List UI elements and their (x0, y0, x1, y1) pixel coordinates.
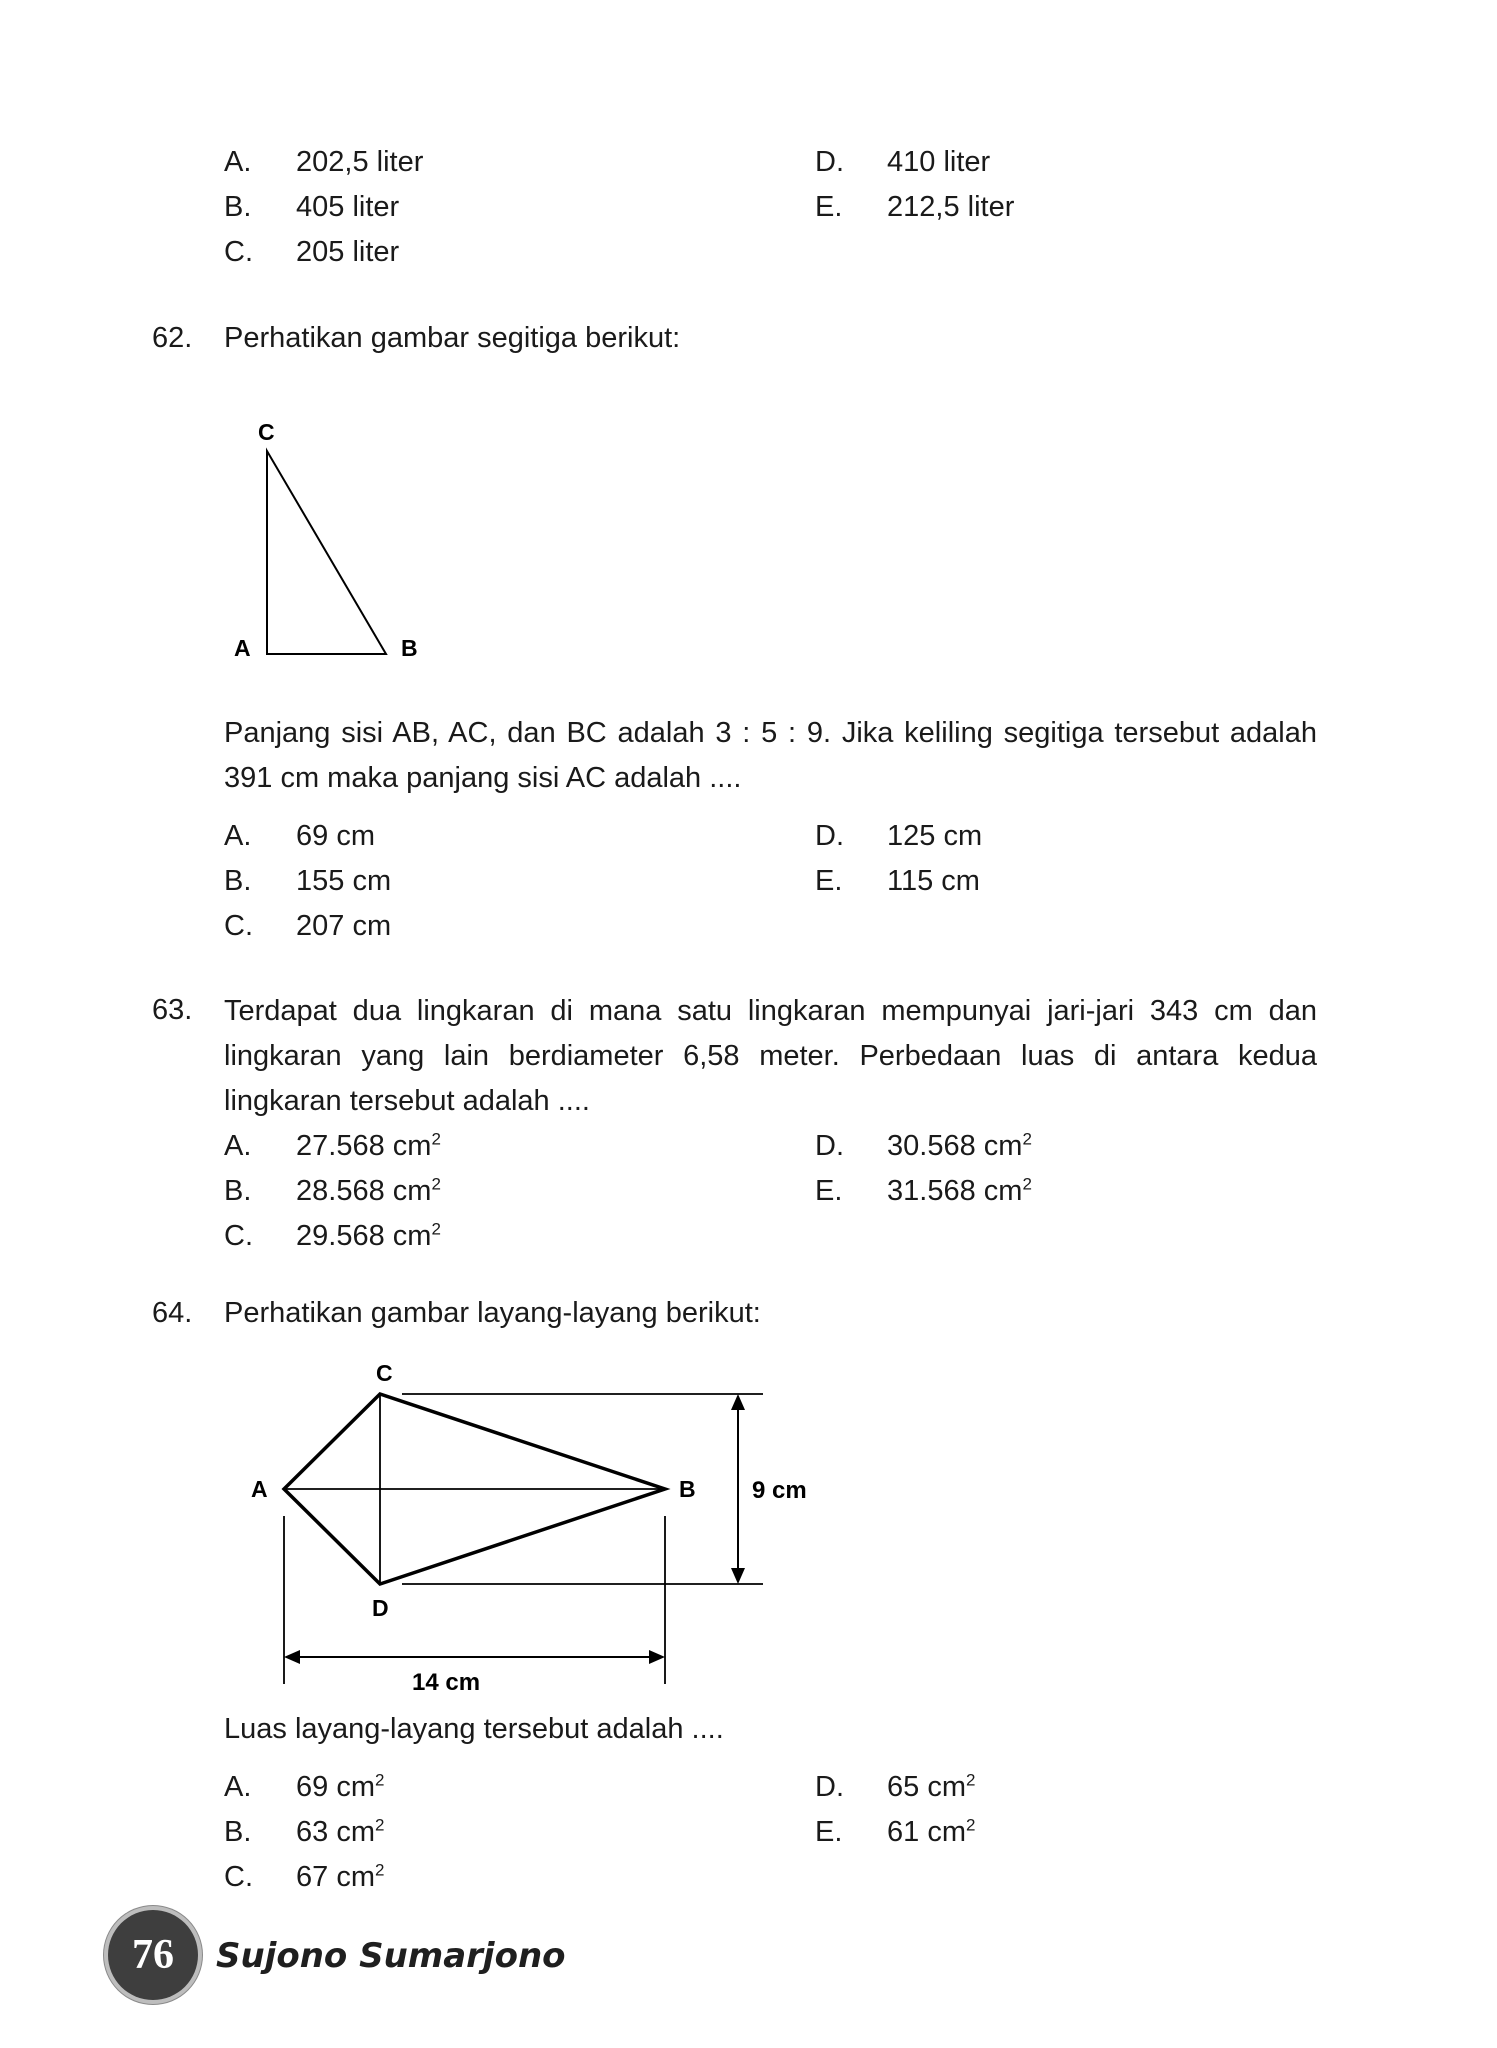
option-letter: C. (224, 1861, 253, 1893)
q61-option-b (224, 191, 399, 224)
unit-exponent: 2 (966, 1770, 976, 1790)
option-letter: B. (224, 1816, 252, 1848)
q64-option-e (815, 1816, 975, 1849)
triangle-label-a: A (234, 635, 251, 661)
option-text: 27.568 (296, 1130, 385, 1162)
option-text: 405 liter (296, 191, 400, 223)
option-letter: D. (815, 820, 844, 852)
q64-option-a (224, 1771, 384, 1804)
q62-option-b (224, 865, 391, 898)
option-text: 69 (296, 1771, 329, 1803)
option-text: 31.568 (887, 1175, 976, 1207)
unit-exponent: 2 (375, 1770, 385, 1790)
unit-exponent: 2 (1022, 1129, 1032, 1149)
q62-option-d (815, 820, 982, 853)
option-letter: C. (224, 910, 253, 942)
q64-option-d (815, 1771, 975, 1804)
option-text: 65 (887, 1771, 920, 1803)
q64-question-text: Luas layang-layang tersebut adalah .... (224, 1713, 724, 1745)
option-letter: E. (815, 1175, 843, 1207)
option-letter: A. (224, 1771, 252, 1803)
footer-author: Sujono Sumarjono (216, 1936, 566, 1976)
option-text: 207 cm (296, 910, 392, 942)
option-letter: B. (224, 865, 252, 897)
unit: cm (392, 1130, 432, 1162)
unit: cm (927, 1816, 966, 1848)
unit-exponent: 2 (375, 1815, 385, 1835)
height-arrow-head-top (731, 1394, 745, 1410)
option-text: 202,5 liter (296, 146, 424, 178)
q63-option-a (224, 1130, 441, 1163)
kite-width-label: 14 cm (412, 1669, 481, 1696)
q63-question-text: Terdapat dua lingkaran di mana satu lingkaran mempunyai jari-jari 343 cm dan lingkaran yang lain berdiameter 6,58 meter. Perbedaan luas di antara kedua lingkaran tersebut adalah .... (224, 995, 1317, 1117)
kite-height-label: 9 cm (752, 1477, 807, 1504)
unit: cm (983, 1175, 1023, 1207)
q61-option-c (224, 236, 399, 269)
q63-number: 63. (152, 994, 193, 1026)
option-text: 28.568 (296, 1175, 385, 1207)
q61-option-a (224, 146, 423, 179)
q63-option-b (224, 1175, 441, 1208)
unit: cm (336, 1861, 375, 1893)
option-letter: E. (815, 191, 843, 223)
q62-option-a (224, 820, 375, 853)
triangle-label-c: C (258, 419, 275, 445)
unit: cm (983, 1130, 1023, 1162)
unit: cm (336, 1816, 375, 1848)
unit-exponent: 2 (1022, 1174, 1032, 1194)
option-letter: D. (815, 146, 844, 178)
option-letter: B. (224, 1175, 252, 1207)
option-letter: C. (224, 1220, 253, 1252)
option-text: 69 cm (296, 820, 375, 852)
option-text: 29.568 (296, 1220, 385, 1252)
q62-option-e (815, 865, 980, 898)
kite-label-d: D (372, 1595, 389, 1621)
height-arrow-head-bottom (731, 1568, 745, 1584)
unit: cm (392, 1220, 432, 1252)
option-text: 410 liter (887, 146, 991, 178)
option-text: 30.568 (887, 1130, 976, 1162)
q64-kite-figure (220, 1350, 820, 1696)
option-letter: C. (224, 236, 253, 268)
unit: cm (927, 1771, 966, 1803)
option-text: 155 cm (296, 865, 392, 897)
option-letter: E. (815, 865, 843, 897)
unit-exponent: 2 (431, 1174, 441, 1194)
option-letter: A. (224, 820, 252, 852)
option-letter: B. (224, 191, 252, 223)
triangle-label-b: B (401, 635, 418, 661)
option-letter: A. (224, 146, 252, 178)
q63-option-c (224, 1220, 441, 1253)
q62-triangle-figure (220, 410, 440, 670)
q63-option-e (815, 1175, 1032, 1208)
width-arrow-head-right (649, 1650, 665, 1664)
q64-number: 64. (152, 1297, 193, 1329)
q62-number: 62. (152, 322, 193, 354)
q61-option-e (815, 191, 1014, 224)
width-arrow-head-left (284, 1650, 300, 1664)
q62-option-c (224, 910, 391, 943)
kite-label-b: B (679, 1476, 696, 1502)
unit-exponent: 2 (431, 1219, 441, 1239)
option-text: 212,5 liter (887, 191, 1015, 223)
option-text: 115 cm (887, 865, 980, 897)
q62-question-text: Panjang sisi AB, AC, dan BC adalah 3 : 5 : 9. Jika keliling segitiga tersebut adalah 391 cm maka panjang sisi AC adalah .... (224, 717, 1317, 794)
q61-option-d (815, 146, 990, 179)
option-text: 205 liter (296, 236, 400, 268)
option-text: 67 (296, 1861, 329, 1893)
unit-exponent: 2 (375, 1860, 385, 1880)
option-letter: D. (815, 1130, 844, 1162)
option-text: 61 (887, 1816, 920, 1848)
unit: cm (392, 1175, 432, 1207)
page-number: 76 (132, 1932, 174, 1978)
kite-label-c: C (376, 1360, 393, 1386)
option-text: 63 (296, 1816, 329, 1848)
page-number-badge (108, 1910, 198, 2000)
q62-intro: Perhatikan gambar segitiga berikut: (224, 322, 681, 354)
q63-option-d (815, 1130, 1032, 1163)
option-text: 125 cm (887, 820, 983, 852)
option-letter: E. (815, 1816, 843, 1848)
q64-option-c (224, 1861, 384, 1894)
q64-option-b (224, 1816, 384, 1849)
kite-label-a: A (251, 1476, 268, 1502)
option-letter: A. (224, 1130, 252, 1162)
unit: cm (336, 1771, 375, 1803)
triangle-shape (267, 451, 386, 654)
option-letter: D. (815, 1771, 844, 1803)
q64-intro: Perhatikan gambar layang-layang berikut: (224, 1297, 761, 1329)
unit-exponent: 2 (966, 1815, 976, 1835)
unit-exponent: 2 (431, 1129, 441, 1149)
